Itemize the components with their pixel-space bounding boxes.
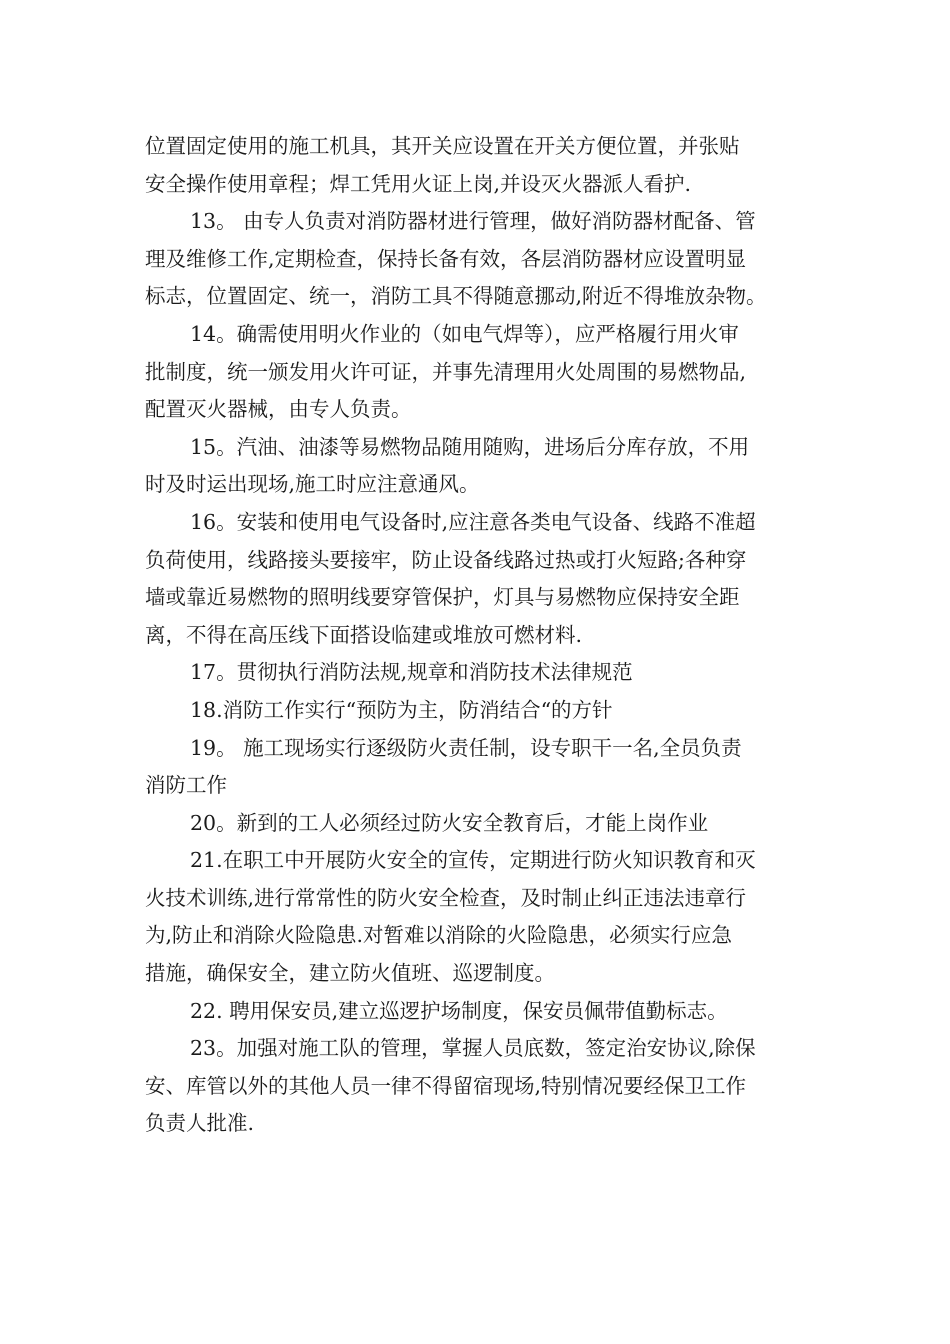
paragraph-item-20 bbox=[145, 805, 825, 843]
text-line: 时及时运出现场,施工时应注意通风。 bbox=[145, 472, 480, 497]
paragraph-item-17 bbox=[145, 654, 825, 692]
text-line: 17。贯彻执行消防法规,规章和消防技术法律规范 bbox=[190, 660, 633, 685]
text-line: 墙或靠近易燃物的照明线要穿管保护，灯具与易燃物应保持安全距 bbox=[145, 585, 740, 610]
text-line: 14。确需使用明火作业的（如电气焊等），应严格履行用火审 bbox=[190, 321, 739, 346]
text-line: 配置灭火器械，由专人负责。 bbox=[145, 397, 412, 422]
text-line: 为,防止和消除火险隐患.对暂难以消除的火险隐患，必须实行应急 bbox=[145, 923, 733, 948]
text-line: 22. 聘用保安员,建立巡逻护场制度，保安员佩带值勤标志。 bbox=[190, 998, 728, 1023]
paragraph-item-16 bbox=[145, 504, 825, 654]
text-line: 安全操作使用章程；焊工凭用火证上岗,并设灭火器派人看护. bbox=[145, 171, 692, 196]
document-body bbox=[145, 128, 825, 1143]
text-line: 18.消防工作实行“预防为主，防消结合“的方针 bbox=[190, 697, 613, 722]
paragraph-item-15 bbox=[145, 429, 825, 504]
text-line: 21.在职工中开展防火安全的宣传，定期进行防火知识教育和灭 bbox=[190, 848, 756, 873]
text-line: 负荷使用，线路接头要接牢，防止设备线路过热或打火短路;各种穿 bbox=[145, 547, 747, 572]
paragraph-item-23 bbox=[145, 1030, 825, 1143]
text-line: 消防工作 bbox=[145, 773, 227, 798]
text-line: 安、库管以外的其他人员一律不得留宿现场,特别情况要经保卫工作 bbox=[145, 1073, 747, 1098]
text-line: 13。 由专人负责对消防器材进行管理，做好消防器材配备、管 bbox=[190, 209, 756, 234]
paragraph-continuation bbox=[145, 128, 825, 203]
text-line: 23。加强对施工队的管理，掌握人员底数，签定治安协议,除保 bbox=[190, 1036, 756, 1061]
paragraph-item-19 bbox=[145, 730, 825, 805]
text-line: 标志，位置固定、统一，消防工具不得随意挪动,附近不得堆放杂物。 bbox=[145, 284, 767, 309]
text-line: 16。安装和使用电气设备时,应注意各类电气设备、线路不准超 bbox=[190, 509, 756, 534]
paragraph-item-18 bbox=[145, 692, 825, 730]
text-line: 火技术训练,进行常常性的防火安全检查，及时制止纠正违法违章行 bbox=[145, 885, 747, 910]
paragraph-item-22 bbox=[145, 993, 825, 1031]
text-line: 15。汽油、油漆等易燃物品随用随购，进场后分库存放，不用 bbox=[190, 434, 750, 459]
paragraph-item-21 bbox=[145, 842, 825, 992]
paragraph-item-14 bbox=[145, 316, 825, 429]
text-line: 措施，确保安全，建立防火值班、巡逻制度。 bbox=[145, 961, 555, 986]
text-line: 20。新到的工人必须经过防火安全教育后，才能上岗作业 bbox=[190, 810, 709, 835]
text-line: 负责人批准. bbox=[145, 1111, 255, 1136]
text-line: 离，不得在高压线下面搭设临建或堆放可燃材料. bbox=[145, 622, 583, 647]
text-line: 位置固定使用的施工机具，其开关应设置在开关方便位置，并张贴 bbox=[145, 134, 740, 158]
text-line: 19。 施工现场实行逐级防火责任制，设专职干一名,全员负责 bbox=[190, 735, 742, 760]
paragraph-item-13 bbox=[145, 203, 825, 316]
text-line: 理及维修工作,定期检查，保持长备有效，各层消防器材应设置明显 bbox=[145, 246, 747, 271]
text-line: 批制度，统一颁发用火许可证，并事先清理用火处周围的易燃物品, bbox=[145, 359, 747, 384]
